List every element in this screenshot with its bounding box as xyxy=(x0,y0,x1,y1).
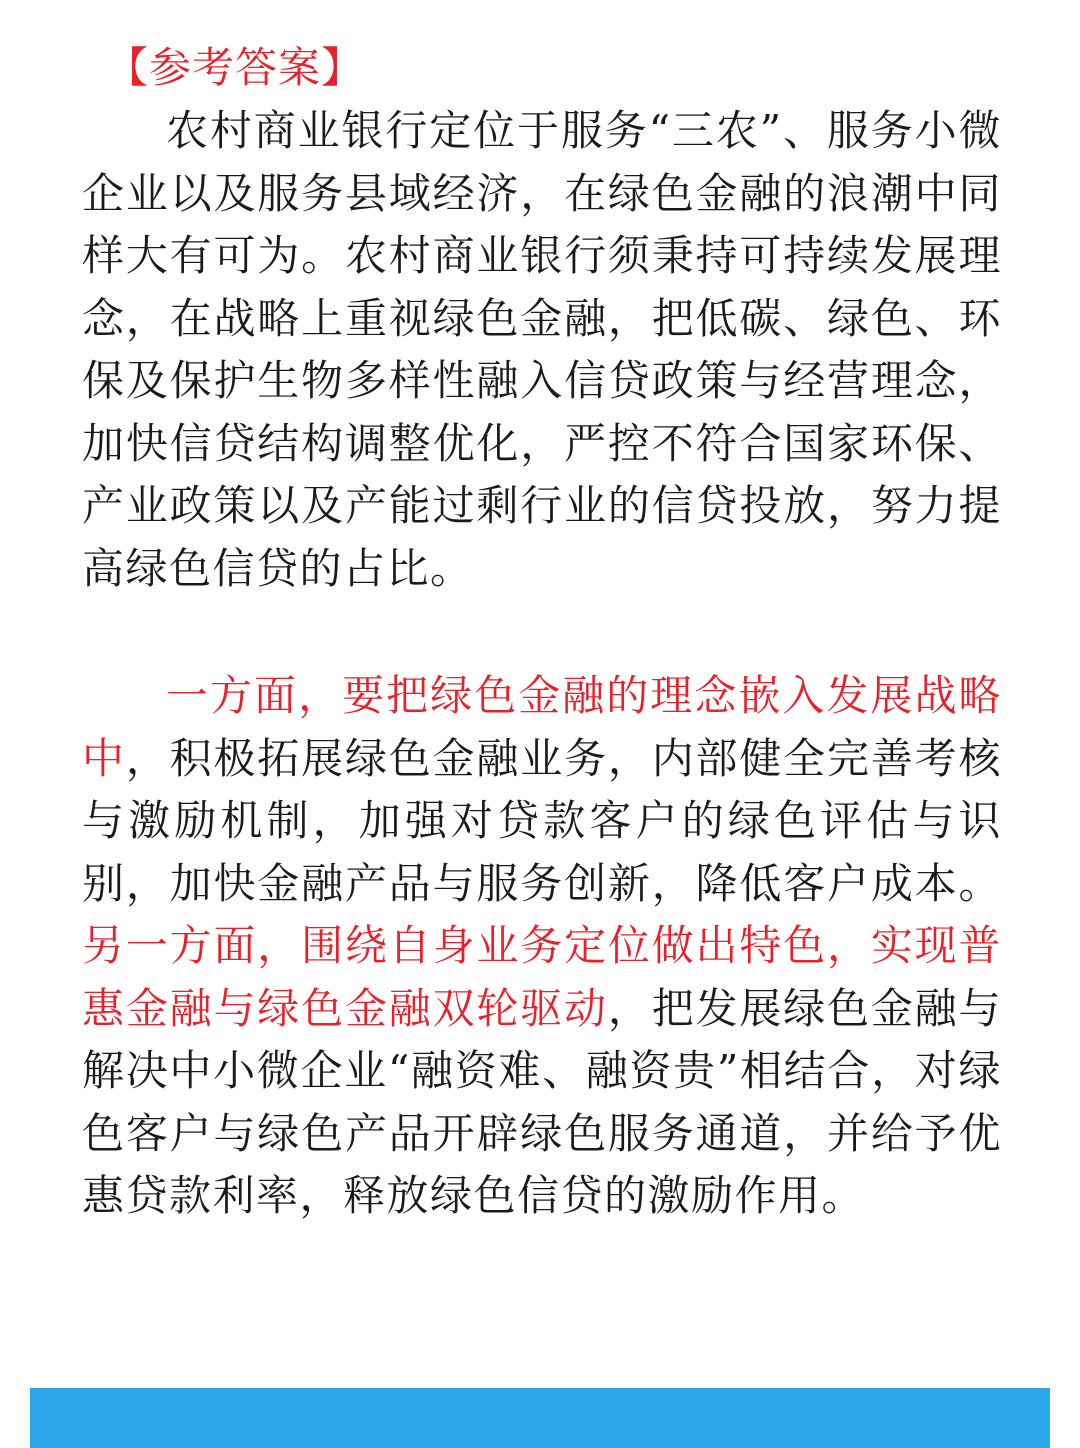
bottom-decorative-bar xyxy=(30,1388,1050,1448)
answer-heading: 【参考答案】 xyxy=(106,43,365,92)
paragraph-2-text-2: ，把发展绿色金融与解决中小微企业“融资难、融资贵”相结合，对绿色客户与绿色产品开辟绿色服务通道，并给予优惠贷款利率，释放绿色信贷的激励作用。 xyxy=(82,983,1002,1220)
paragraph-1: 农村商业银行定位于服务“三农”、服务小微企业以及服务县域经济，在绿色金融的浪潮中同样大有可为。农村商业银行须秉持可持续发展理念，在战略上重视绿色金融，把低碳、绿色、环保及保护生物多样性融入信贷政策与经营理念，加快信贷结构调整优化，严控不符合国家环保、产业政策以及产能过剩行业的信贷投放，努力提高绿色信贷的占比。 xyxy=(82,106,1002,593)
paragraph-2-text-1: ，积极拓展绿色金融业务，内部健全完善考核与激励机制，加强对贷款客户的绿色评估与识别，加快金融产品与服务创新，降低客户成本。 xyxy=(82,733,1002,908)
highlight-strategy: 一方面，要把绿色金融的理念嵌入发展战略中 xyxy=(82,671,1002,783)
paragraph-2 xyxy=(82,665,1002,1228)
highlight-dual-drive: 另一方面，围绕自身业务定位做出特色，实现普惠金融与绿色金融双轮驱动 xyxy=(82,921,1002,1033)
